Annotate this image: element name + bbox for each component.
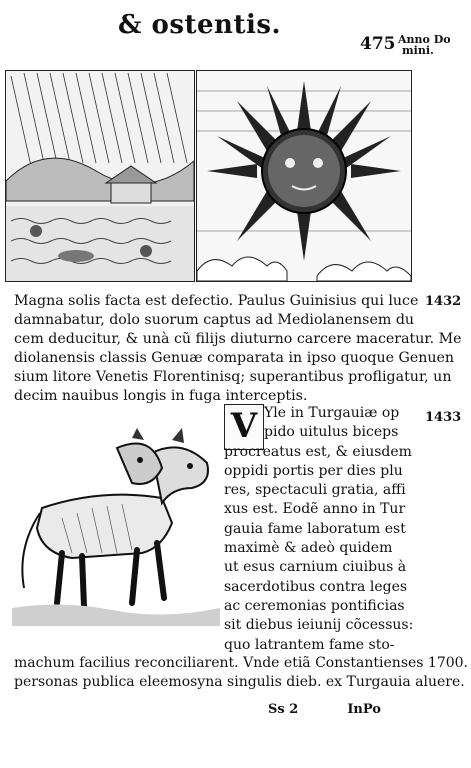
page-number: 475: [360, 34, 396, 54]
text-line: res, spectaculi gratia, affi: [224, 482, 406, 499]
text-line: damnabatur, dolo suorum captus ad Mediolanensem du: [14, 312, 415, 328]
text-line: maximè & adeò quidem: [224, 540, 393, 557]
catchword: InPo: [347, 702, 381, 717]
text-line: decim nauibus longis in fuga interceptis.: [14, 388, 308, 404]
text-line: oppidi portis per dies plu: [224, 462, 403, 479]
drop-cap: V: [224, 404, 264, 450]
text-line: cem deducitur, & unà cũ filijs diuturno carcere maceratur. Me: [14, 331, 462, 347]
text-line: Magna solis facta est defectio. Paulus Guinisius qui luce: [14, 293, 419, 309]
margin-year-1432: 1432: [425, 294, 462, 309]
woodcut-landscape-illustration: [5, 70, 195, 282]
text-line: ut esus carnium ciuibus à: [224, 559, 407, 576]
anno-label-line1: Anno Do: [398, 33, 451, 46]
margin-year-1433: 1433: [425, 410, 462, 425]
text-line: gauia fame laboratum est: [224, 520, 406, 537]
text-line: Yle in Turgauiæ op: [264, 405, 400, 421]
paragraph-2-full-width: [14, 654, 468, 692]
text-line: procreatus est, & eiusdem: [224, 443, 412, 460]
text-line: diolanensis classis Genuæ comparata in ipso quoque Genuen: [14, 350, 455, 366]
text-line: machum facilius reconciliarent. Vnde etiã Constantienses 1700.: [14, 655, 469, 671]
text-line: sacerdotibus contra leges: [224, 578, 408, 595]
text-line: xus est. Eodẽ anno in Tur: [224, 501, 406, 518]
signature-mark: Ss 2: [268, 702, 299, 717]
text-line: quo latrantem fame sto-: [224, 636, 395, 653]
anno-label-line2: mini.: [402, 44, 434, 57]
paragraph-2-right-column-top: [264, 404, 399, 443]
text-line: pido uitulus biceps: [264, 424, 399, 441]
woodcut-sun-face-illustration: [196, 70, 412, 282]
paragraph-2-right-column: [224, 443, 413, 655]
text-line: sium litore Venetis Florentinisq; superantibus profligatur, un: [14, 369, 452, 385]
footer: [268, 702, 381, 717]
running-head: & ostentis.: [118, 10, 282, 40]
paragraph-1: [14, 292, 462, 406]
text-line: sit diebus ieiunij cõcessus:: [224, 617, 414, 634]
anno-domini-label: [398, 34, 451, 56]
text-line: personas publica eleemosyna singulis dieb. ex Turgauia aluere.: [14, 674, 465, 690]
woodcut-two-headed-calf-illustration: [12, 428, 220, 626]
text-line: ac ceremonias pontificias: [224, 597, 405, 614]
